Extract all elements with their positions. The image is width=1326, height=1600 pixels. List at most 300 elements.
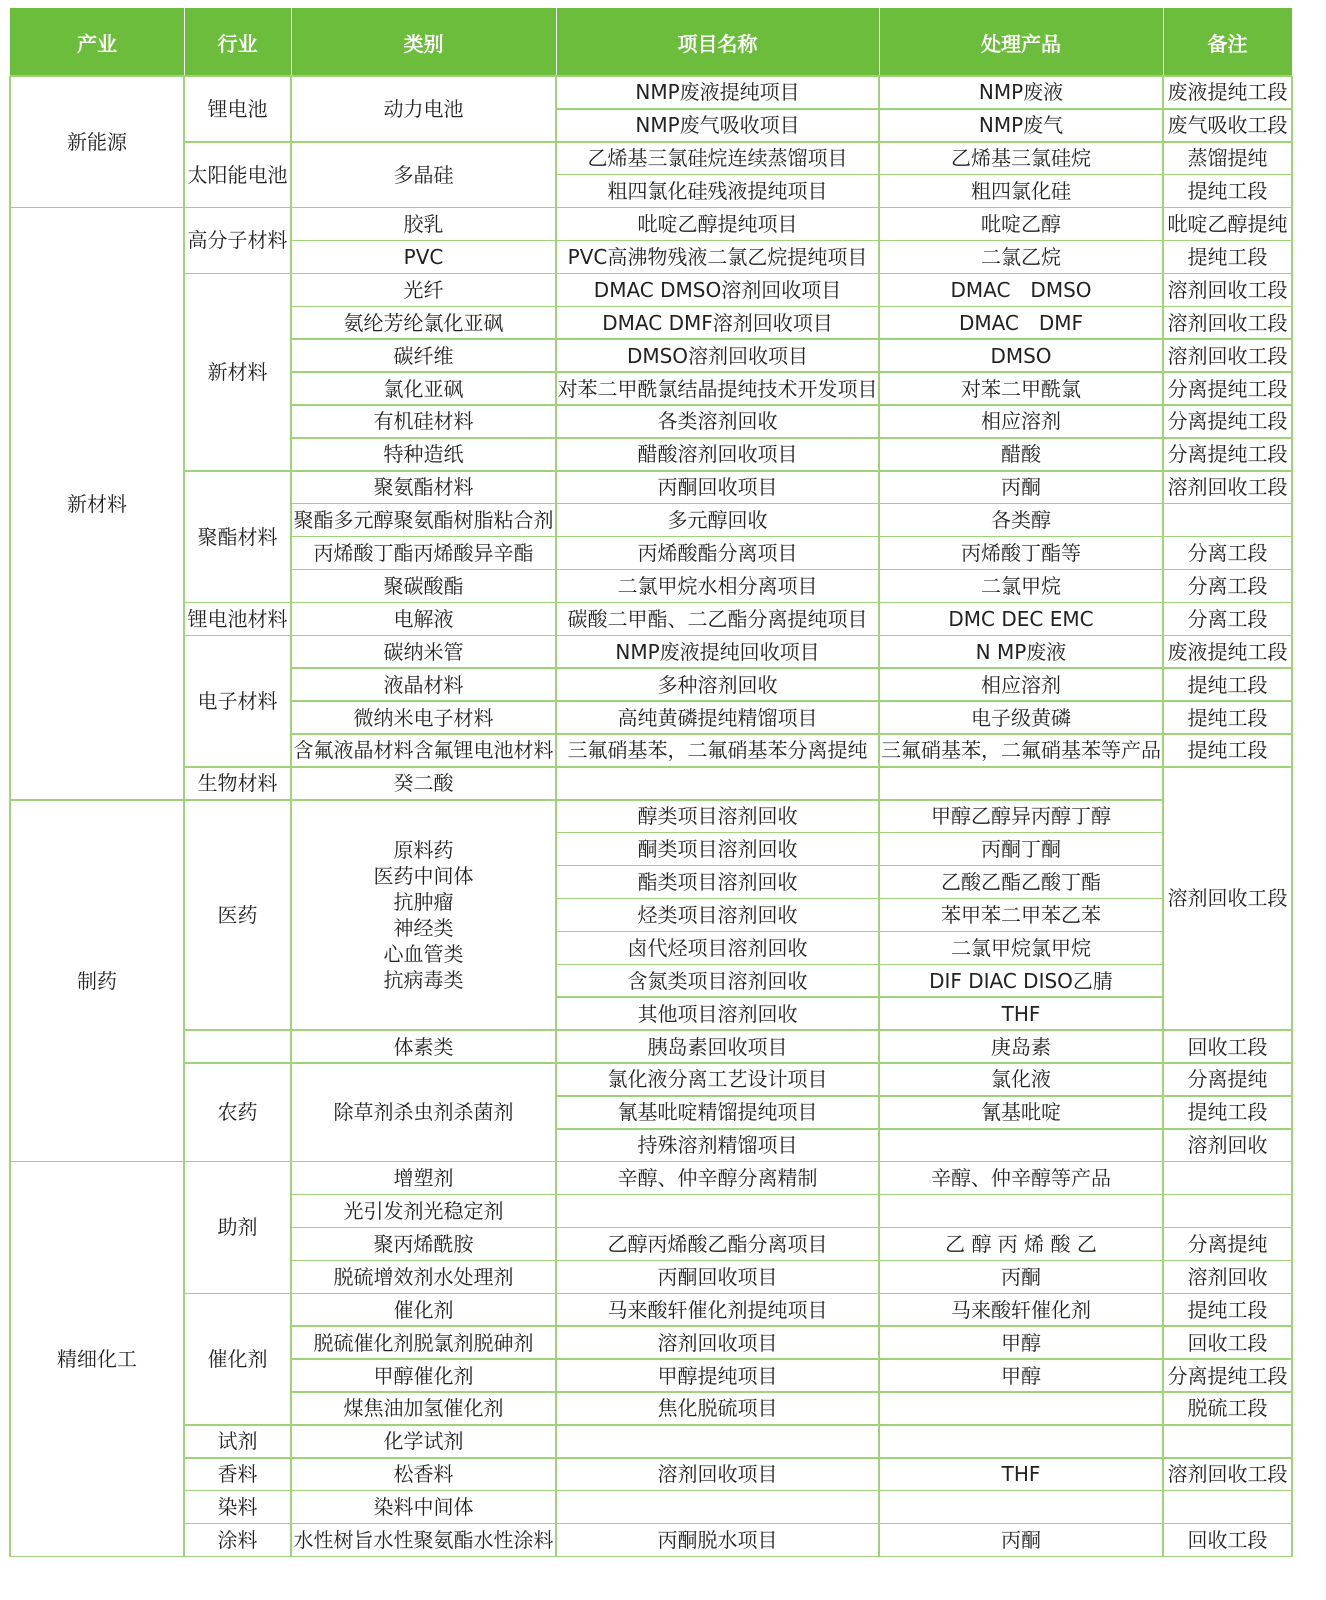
sector-cell: 香料 [217,1462,258,1487]
product-cell: 各类醇 [991,508,1051,533]
category-cell: 化学试剂 [383,1429,464,1454]
grid-row-line [556,964,879,966]
category-cell: 增塑剂 [393,1166,454,1191]
grid-row-line [10,1161,184,1163]
project-name-cell: DMAC DMF溶剂回收项目 [602,310,833,335]
grid-row-line [879,1391,1163,1393]
header-category: 类别 [403,31,444,56]
product-cell: NMP废气 [978,113,1064,138]
product-cell: 甲醇 [1001,1363,1041,1388]
grid-row-line [556,635,879,637]
grid-row-line [879,1325,1163,1327]
category-cell: 催化剂 [393,1297,454,1322]
product-cell: 二氯甲烷氯甲烷 [951,935,1091,960]
remark-cell: 分离工段 [1187,606,1268,631]
grid-row-line [1163,273,1292,275]
remark-cell: 溶剂回收工段 [1167,886,1288,911]
product-cell: DMSO [990,343,1052,368]
remark-cell: 提纯工段 [1187,179,1268,204]
grid-row-line [1163,1227,1292,1229]
project-name-cell: 氰基吡啶精馏提纯项目 [617,1100,818,1125]
grid-row-line [291,371,556,373]
grid-row-line [291,1293,556,1295]
grid-row-line [879,338,1163,340]
header-divider [184,8,185,76]
project-name-cell: 醋酸溶剂回收项目 [637,442,798,467]
sector-cell: 染料 [217,1495,258,1520]
remark-cell: 回收工段 [1187,1330,1268,1355]
grid-row-line [556,75,879,77]
grid-row-line [556,1128,879,1130]
grid-row-line [291,1227,556,1229]
product-cell: DMC DEC EMC [948,606,1094,631]
grid-row-line [291,338,556,340]
grid-row-line [879,1260,1163,1262]
grid-row-line [291,1260,556,1262]
sector-cell: 涂料 [217,1528,258,1553]
grid-row-line [556,207,879,209]
project-name-cell: 吡啶乙醇提纯项目 [637,212,798,237]
grid-row-line [879,1424,1163,1426]
project-name-cell: 多元醇回收 [667,508,768,533]
grid-row-line [184,766,291,768]
grid-row-line [1163,602,1292,604]
sector-cell: 农药 [217,1100,258,1125]
grid-row-line [184,1161,291,1163]
sector-cell: 聚酯材料 [197,524,278,549]
product-cell: DIF DIAC DISO乙腈 [929,968,1113,993]
product-cell: 丙酮丁酮 [981,837,1061,862]
grid-row-line [1163,1260,1292,1262]
project-name-cell: NMP废液提纯项目 [635,80,800,105]
project-name-cell: 溶剂回收项目 [657,1330,778,1355]
category-cell: 碳纳米管 [383,639,464,664]
grid-row-line [879,207,1163,209]
remark-cell: 回收工段 [1187,1034,1268,1059]
grid-row-line [879,898,1163,900]
grid-row-line [879,832,1163,834]
remark-cell: 溶剂回收 [1187,1264,1268,1289]
grid-row-line [879,470,1163,472]
grid-row-line [1163,1358,1292,1360]
product-cell: 甲醇乙醇异丙醇丁醇 [931,804,1111,829]
grid-row-line [291,470,556,472]
grid-row-line [1163,1128,1292,1130]
category-cell: 丙烯酸丁酯丙烯酸异辛酯 [313,541,534,566]
grid-row-line [556,1260,879,1262]
grid-row-line [184,635,291,637]
remark-cell: 提纯工段 [1187,244,1268,269]
category-cell: 聚丙烯酰胺 [373,1231,474,1256]
pharma-category-item: 抗病毒类 [383,967,464,992]
category-cell: 碳纤维 [393,343,454,368]
product-table [10,8,1318,1592]
grid-row-line [879,1490,1163,1492]
grid-row-line [1163,700,1292,702]
grid-row-line [1163,1161,1292,1163]
grid-row-line [1163,667,1292,669]
category-cell: 癸二酸 [393,771,454,796]
product-cell: 丙烯酸丁酯等 [961,541,1081,566]
grid-row-line [1163,1490,1292,1492]
grid-row-line [556,503,879,505]
grid-row-line [879,1293,1163,1295]
grid-row-line [291,1161,556,1163]
header-product: 处理产品 [981,31,1061,56]
grid-row-line [184,1062,291,1064]
category-cell: 甲醇催化剂 [373,1363,474,1388]
grid-row-line [1163,75,1292,77]
grid-row-line [556,1293,879,1295]
grid-row-line [556,1227,879,1229]
grid-row-line [1163,1062,1292,1064]
grid-row-line [879,635,1163,637]
product-cell: 丙酮 [1001,475,1041,500]
grid-row-line [1163,569,1292,571]
grid-row-line [184,1490,291,1492]
grid-column-line [1162,76,1164,1557]
grid-row-line [184,799,291,801]
grid-row-line [1163,733,1292,735]
grid-row-line [879,1227,1163,1229]
category-cell: 胶乳 [403,212,444,237]
grid-row-line [556,1523,879,1525]
grid-row-line [556,240,879,242]
grid-row-line [879,141,1163,143]
category-cell: 有机硅材料 [373,409,474,434]
grid-row-line [556,569,879,571]
grid-row-line [556,602,879,604]
grid-row-line [184,207,291,209]
product-cell: DMAC DMF [958,310,1084,335]
grid-row-line [879,273,1163,275]
project-name-cell: 丙酮回收项目 [657,475,778,500]
grid-column-line [9,76,11,1557]
grid-column-line [555,76,557,1557]
grid-row-line [1163,404,1292,406]
remark-cell: 提纯工段 [1187,1297,1268,1322]
category-cell: 含氟液晶材料含氟锂电池材料 [293,738,554,763]
grid-row-line [556,667,879,669]
grid-row-line [291,1523,556,1525]
pharma-category-list [291,800,556,1030]
project-name-cell: 醇类项目溶剂回收 [637,804,798,829]
product-cell: 氰基吡啶 [981,1100,1061,1125]
category-cell: 聚碳酸酯 [383,573,464,598]
grid-row-line [184,1556,291,1558]
product-cell: 苯甲苯二甲苯乙苯 [941,902,1101,927]
pharma-category-item: 神经类 [393,915,454,940]
grid-row-line [556,108,879,110]
project-name-cell: 多种溶剂回收 [657,672,778,697]
project-name-cell: 烃类项目溶剂回收 [637,902,798,927]
grid-row-line [1163,174,1292,176]
grid-row-line [556,700,879,702]
grid-row-line [184,1293,291,1295]
grid-row-line [879,700,1163,702]
grid-row-line [879,371,1163,373]
remark-cell: 脱硫工段 [1187,1396,1268,1421]
grid-row-line [1163,371,1292,373]
grid-row-line [879,1095,1163,1097]
grid-row-line [879,536,1163,538]
grid-row-line [291,1194,556,1196]
grid-row-line [291,667,556,669]
category-cell: 除草剂杀虫剂杀菌剂 [333,1100,514,1125]
grid-row-line [291,766,556,768]
grid-row-line [184,273,291,275]
grid-row-line [879,931,1163,933]
pharma-category-item: 心血管类 [383,941,464,966]
grid-row-line [184,75,291,77]
project-name-cell: 酯类项目溶剂回收 [637,870,798,895]
sector-cell: 电子材料 [197,689,278,714]
grid-row-line [291,700,556,702]
header-divider [291,8,292,76]
grid-row-line [879,174,1163,176]
header-divider [879,8,880,76]
grid-row-line [879,404,1163,406]
grid-row-line [291,1325,556,1327]
grid-row-line [1163,1029,1292,1031]
remark-cell: 溶剂回收工段 [1167,1462,1288,1487]
grid-row-line [879,1029,1163,1031]
product-cell: 丙酮 [1001,1528,1041,1553]
project-name-cell: 其他项目溶剂回收 [637,1001,798,1026]
grid-row-line [291,1424,556,1426]
grid-row-line [291,569,556,571]
grid-row-line [879,733,1163,735]
product-cell: 庚岛素 [991,1034,1051,1059]
category-cell: 动力电池 [383,96,464,121]
project-name-cell: 三氟硝基苯，二氟硝基苯分离提纯 [567,738,868,763]
product-cell: 吡啶乙醇 [981,212,1061,237]
sector-cell: 试剂 [217,1429,258,1454]
remark-cell: 溶剂回收工段 [1167,475,1288,500]
project-name-cell: 卤代烃项目溶剂回收 [627,935,808,960]
grid-row-line [879,240,1163,242]
grid-row-line [556,832,879,834]
project-name-cell: 辛醇、仲辛醇分离精制 [617,1166,818,1191]
grid-row-line [556,1424,879,1426]
category-cell: 特种造纸 [383,442,464,467]
product-cell: 醋酸 [1001,442,1041,467]
grid-row-line [1163,207,1292,209]
grid-row-line [1163,503,1292,505]
grid-row-line [1163,437,1292,439]
grid-row-line [1163,1325,1292,1327]
remark-cell: 分离提纯 [1187,1231,1268,1256]
grid-row-line [879,1556,1163,1558]
grid-row-line [1163,1391,1292,1393]
remark-cell: 分离提纯工段 [1167,1363,1288,1388]
project-name-cell: 各类溶剂回收 [657,409,778,434]
grid-row-line [556,371,879,373]
category-cell: 电解液 [393,606,454,631]
category-cell: 松香料 [393,1462,454,1487]
grid-row-line [291,1556,556,1558]
grid-row-line [184,1523,291,1525]
grid-row-line [184,141,291,143]
grid-row-line [879,75,1163,77]
remark-cell: 分离工段 [1187,541,1268,566]
product-cell: 氯化液 [991,1067,1051,1092]
project-name-cell: 丙烯酸酯分离项目 [637,541,798,566]
grid-row-line [1163,766,1292,768]
grid-row-line [556,1325,879,1327]
category-cell: 光纤 [403,277,444,302]
product-cell: 对苯二甲酰氯 [961,376,1081,401]
grid-row-line [10,1556,184,1558]
grid-row-line [879,306,1163,308]
grid-row-line [556,1556,879,1558]
grid-row-line [184,1029,291,1031]
industry-cell: 制药 [77,968,117,993]
project-name-cell: 甲醇提纯项目 [657,1363,778,1388]
project-name-cell: 溶剂回收项目 [657,1462,778,1487]
project-name-cell: DMAC DMSO溶剂回收项目 [593,277,842,302]
grid-row-line [556,273,879,275]
product-cell: 相应溶剂 [981,409,1061,434]
grid-row-line [291,273,556,275]
grid-row-line [556,898,879,900]
project-name-cell: 对苯二甲酰氯结晶提纯技术开发项目 [557,376,878,401]
category-cell: PVC [403,244,444,269]
grid-row-line [879,1457,1163,1459]
grid-row-line [556,1391,879,1393]
grid-row-line [1163,240,1292,242]
grid-row-line [291,635,556,637]
header-divider [1163,8,1164,76]
product-cell: THF [1001,1001,1041,1026]
grid-row-line [291,1358,556,1360]
project-name-cell: 高纯黄磷提纯精馏项目 [617,705,818,730]
sector-cell: 锂电池材料 [187,606,288,631]
product-cell: THF [1001,1462,1041,1487]
remark-cell: 溶剂回收工段 [1167,343,1288,368]
sector-cell: 催化剂 [207,1347,268,1372]
product-cell: DMAC DMSO [950,277,1092,302]
category-cell: 脱硫催化剂脱氯剂脱砷剂 [313,1330,534,1355]
sector-cell: 锂电池 [207,96,268,121]
project-name-cell: 丙酮回收项目 [657,1264,778,1289]
grid-row-line [291,733,556,735]
grid-row-line [879,1161,1163,1163]
grid-row-line [556,1358,879,1360]
project-name-cell: 乙醇丙烯酸乙酯分离项目 [607,1231,828,1256]
grid-row-line [556,174,879,176]
grid-column-line [183,76,185,1557]
remark-cell: 废液提纯工段 [1167,80,1288,105]
grid-row-line [556,865,879,867]
project-name-cell: 乙烯基三氯硅烷连续蒸馏项目 [587,146,848,171]
industry-cell: 精细化工 [57,1347,137,1372]
grid-row-line [879,1194,1163,1196]
grid-row-line [879,996,1163,998]
remark-cell: 分离提纯工段 [1167,376,1288,401]
project-name-cell: NMP废液提纯回收项目 [615,639,820,664]
project-name-cell: PVC高沸物残液二氯乙烷提纯项目 [567,244,868,269]
product-cell: 甲醇 [1001,1330,1041,1355]
project-name-cell: 含氮类项目溶剂回收 [627,968,808,993]
remark-cell: 提纯工段 [1187,1100,1268,1125]
grid-row-line [1163,1293,1292,1295]
grid-row-line [1163,1095,1292,1097]
sector-cell: 医药 [217,902,258,927]
grid-row-line [291,306,556,308]
grid-row-line [1163,635,1292,637]
product-cell: 二氯乙烷 [981,244,1061,269]
grid-row-line [291,1062,556,1064]
product-cell: 丙酮 [1001,1264,1041,1289]
project-name-cell: 持殊溶剂精馏项目 [637,1133,798,1158]
remark-cell: 废液提纯工段 [1167,639,1288,664]
grid-row-line [10,75,184,77]
grid-row-line [291,141,556,143]
grid-row-line [879,667,1163,669]
sector-cell: 太阳能电池 [187,162,288,187]
grid-row-line [10,799,184,801]
product-cell: 三氟硝基苯，二氟硝基苯等产品 [881,738,1161,763]
grid-row-line [1163,108,1292,110]
grid-row-line [556,306,879,308]
project-name-cell: NMP废气吸收项目 [635,113,800,138]
product-cell: 相应溶剂 [981,672,1061,697]
sector-cell: 助剂 [217,1215,258,1240]
grid-row-line [556,1161,879,1163]
grid-column-line [290,76,292,1557]
grid-row-line [291,404,556,406]
project-name-cell: 马来酸轩催化剂提纯项目 [607,1297,828,1322]
grid-row-line [879,503,1163,505]
category-cell: 聚氨酯材料 [373,475,474,500]
remark-cell: 提纯工段 [1187,705,1268,730]
category-cell: 染料中间体 [373,1495,474,1520]
remark-cell: 回收工段 [1187,1528,1268,1553]
grid-row-line [291,1391,556,1393]
remark-cell: 提纯工段 [1187,738,1268,763]
category-cell: 多晶硅 [393,162,454,187]
grid-row-line [556,470,879,472]
grid-row-line [184,1424,291,1426]
grid-row-line [556,1457,879,1459]
remark-cell: 分离提纯 [1187,1067,1268,1092]
grid-row-line [291,1490,556,1492]
grid-row-line [556,733,879,735]
grid-row-line [879,1062,1163,1064]
category-cell: 氯化亚砜 [383,376,464,401]
remark-cell: 蒸馏提纯 [1187,146,1268,171]
grid-row-line [1163,1424,1292,1426]
category-cell: 煤焦油加氢催化剂 [343,1396,504,1421]
project-name-cell: 丙酮脱水项目 [657,1528,778,1553]
grid-row-line [291,207,556,209]
grid-row-line [1163,470,1292,472]
product-cell: 辛醇、仲辛醇等产品 [931,1166,1111,1191]
grid-row-line [1163,1523,1292,1525]
grid-row-line [556,338,879,340]
grid-row-line [879,602,1163,604]
grid-row-line [556,141,879,143]
grid-row-line [291,799,556,801]
grid-row-line [556,1029,879,1031]
grid-row-line [291,1029,556,1031]
grid-row-line [879,865,1163,867]
category-cell: 液晶材料 [383,672,464,697]
sector-cell: 生物材料 [197,771,278,796]
grid-row-line [1163,338,1292,340]
category-cell: 氨纶芳纶氯化亚砜 [343,310,504,335]
